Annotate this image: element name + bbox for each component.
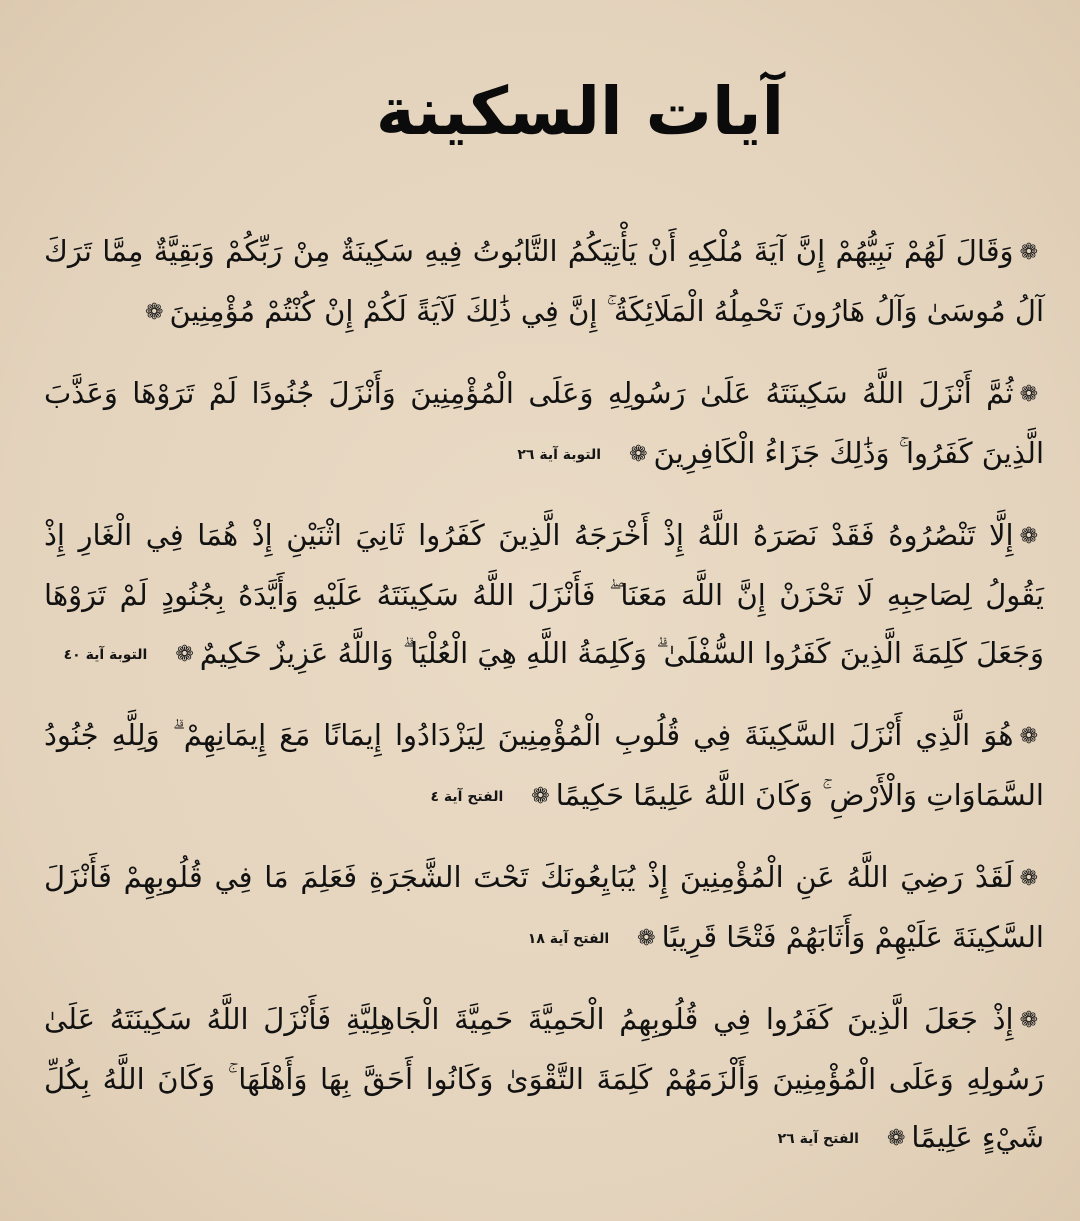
ornament-close-icon: ❁ bbox=[145, 300, 164, 325]
verse bbox=[44, 364, 1044, 484]
verse-reference: التوبة آية ٤٠ bbox=[63, 647, 148, 663]
verse bbox=[44, 506, 1044, 684]
verse-text: لَقَدْ رَضِيَ اللَّهُ عَنِ الْمُؤْمِنِينَ إِذْ يُبَايِعُونَكَ تَحْتَ الشَّجَرَةِ فَعَلِمَ مَا فِي قُلُوبِهِمْ فَأَنْزَلَ السَّكِينَةَ عَلَيْهِمْ وَأَثَابَهُمْ فَتْحًا قَرِيبًا bbox=[44, 860, 1044, 954]
verse-reference: التوبة آية ٢٦ bbox=[517, 447, 602, 463]
ornament-open-icon: ❁ bbox=[1019, 724, 1038, 749]
verse-reference: الفتح آية ١٨ bbox=[527, 931, 610, 947]
ornament-open-icon: ❁ bbox=[1019, 240, 1038, 265]
verse-reference: الفتح آية ٤ bbox=[430, 789, 504, 805]
ornament-close-icon: ❁ bbox=[629, 442, 648, 467]
verse bbox=[44, 848, 1044, 968]
verse bbox=[44, 222, 1044, 342]
ornament-open-icon: ❁ bbox=[1019, 524, 1038, 549]
verse-text: هُوَ الَّذِي أَنْزَلَ السَّكِينَةَ فِي قُلُوبِ الْمُؤْمِنِينَ لِيَزْدَادُوا إِيمَانًا مَعَ إِيمَانِهِمْ ۗ وَلِلَّهِ جُنُودُ السَّمَاوَاتِ وَالْأَرْضِ ۚ وَكَانَ اللَّهُ عَلِيمًا حَكِيمًا bbox=[44, 718, 1044, 812]
verse-text: إِلَّا تَنْصُرُوهُ فَقَدْ نَصَرَهُ اللَّهُ إِذْ أَخْرَجَهُ الَّذِينَ كَفَرُوا ثَانِيَ اثْنَيْنِ إِذْ هُمَا فِي الْغَارِ إِذْ يَقُولُ لِصَاحِبِهِ لَا تَحْزَنْ إِنَّ اللَّهَ مَعَنَا ۖ فَأَنْزَلَ اللَّهُ سَكِينَتَهُ عَلَيْهِ وَأَيَّدَهُ بِجُنُودٍ لَمْ تَرَوْهَا وَجَعَلَ كَلِمَةَ الَّذِينَ كَفَرُوا السُّفْلَىٰ ۗ وَكَلِمَةُ اللَّهِ هِيَ الْعُلْيَا ۗ وَاللَّهُ عَزِيزٌ حَكِيمٌ bbox=[44, 518, 1044, 670]
ornament-open-icon: ❁ bbox=[1019, 866, 1038, 891]
verse-text: ثُمَّ أَنْزَلَ اللَّهُ سَكِينَتَهُ عَلَىٰ رَسُولِهِ وَعَلَى الْمُؤْمِنِينَ وَأَنْزَلَ جُنُودًا لَمْ تَرَوْهَا وَعَذَّبَ الَّذِينَ كَفَرُوا ۚ وَذَٰلِكَ جَزَاءُ الْكَافِرِينَ bbox=[44, 376, 1044, 470]
verse-list bbox=[44, 222, 1044, 1190]
verse-text: إِذْ جَعَلَ الَّذِينَ كَفَرُوا فِي قُلُوبِهِمُ الْحَمِيَّةَ حَمِيَّةَ الْجَاهِلِيَّةِ فَأَنْزَلَ اللَّهُ سَكِينَتَهُ عَلَىٰ رَسُولِهِ وَعَلَى الْمُؤْمِنِينَ وَأَلْزَمَهُمْ كَلِمَةَ التَّقْوَىٰ وَكَانُوا أَحَقَّ بِهَا وَأَهْلَهَا ۚ وَكَانَ اللَّهُ بِكُلِّ شَيْءٍ عَلِيمًا bbox=[44, 1002, 1044, 1154]
ornament-close-icon: ❁ bbox=[531, 784, 550, 809]
verse-reference: الفتح آية ٢٦ bbox=[777, 1131, 859, 1147]
ornament-close-icon: ❁ bbox=[637, 926, 656, 951]
verse bbox=[44, 706, 1044, 826]
verse-text: وَقَالَ لَهُمْ نَبِيُّهُمْ إِنَّ آيَةَ مُلْكِهِ أَنْ يَأْتِيَكُمُ التَّابُوتُ فِيهِ سَكِينَةٌ مِنْ رَبِّكُمْ وَبَقِيَّةٌ مِمَّا تَرَكَ آلُ مُوسَىٰ وَآلُ هَارُونَ تَحْمِلُهُ الْمَلَائِكَةُ ۚ إِنَّ فِي ذَٰلِكَ لَآيَةً لَكُمْ إِنْ كُنْتُمْ مُؤْمِنِينَ bbox=[44, 234, 1044, 328]
ornament-open-icon: ❁ bbox=[1019, 1008, 1038, 1033]
ornament-close-icon: ❁ bbox=[886, 1126, 906, 1151]
ornament-open-icon: ❁ bbox=[1019, 382, 1038, 407]
verse bbox=[44, 990, 1044, 1168]
page-title: آيات السكينة bbox=[375, 73, 785, 150]
ornament-close-icon: ❁ bbox=[175, 642, 194, 667]
